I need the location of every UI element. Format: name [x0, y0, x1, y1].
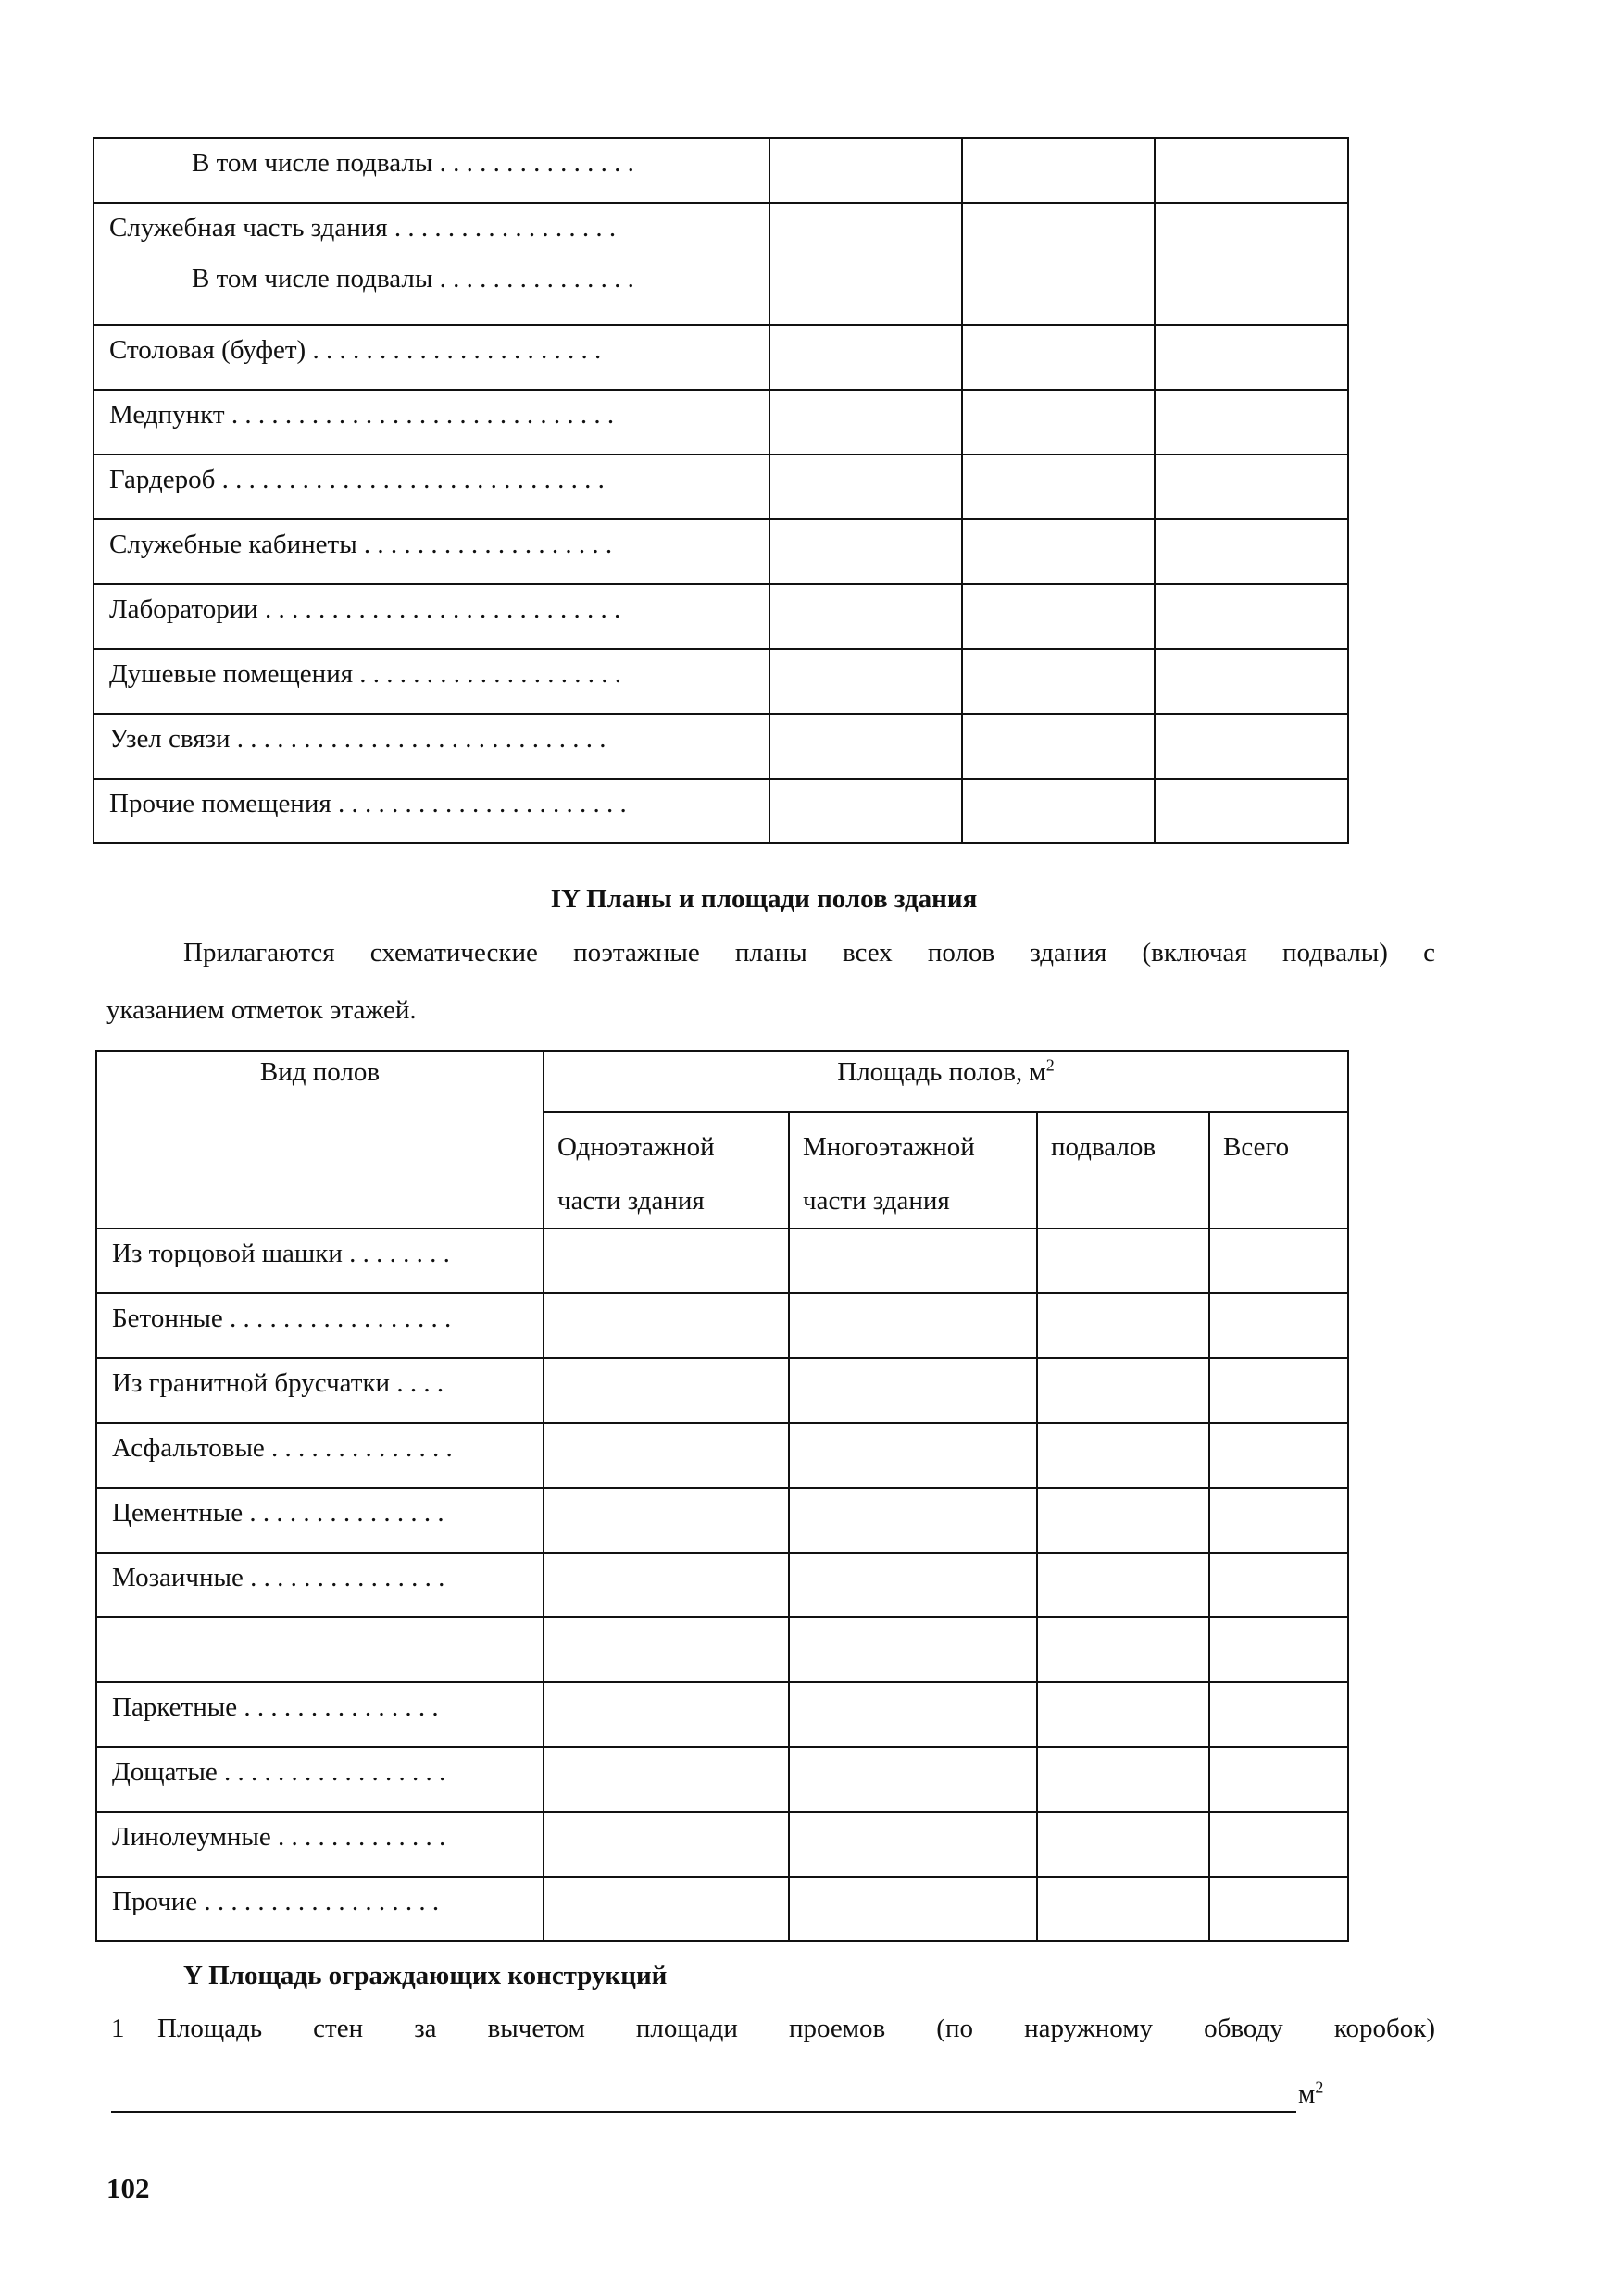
value-cell[interactable]	[789, 1423, 1037, 1488]
value-cell[interactable]	[962, 779, 1155, 843]
unit-text: м	[1298, 2079, 1316, 2109]
value-cell[interactable]	[1155, 519, 1348, 584]
subheader-line: Многоэтажной	[803, 1132, 975, 1162]
row-label-line1: Служебная часть здания . . . . . . . . . . . . . . . . .	[109, 213, 617, 243]
row-label: Асфальтовые . . . . . . . . . . . . . .	[96, 1423, 544, 1488]
table-row	[96, 1877, 1348, 1941]
value-cell[interactable]	[1209, 1747, 1348, 1812]
row-label: Медпункт . . . . . . . . . . . . . . . . . . . . . . . . . . . . .	[94, 390, 769, 455]
value-cell[interactable]	[1155, 714, 1348, 779]
superscript: 2	[1315, 2078, 1324, 2097]
answer-line[interactable]	[111, 2111, 1296, 2113]
value-cell[interactable]	[1037, 1682, 1209, 1747]
value-cell[interactable]	[789, 1488, 1037, 1553]
row-label: Узел связи . . . . . . . . . . . . . . . . . . . . . . . . . . . .	[94, 714, 769, 779]
item-text: Площадь стен за вычетом площади проемов (по наружному обводу коробок)	[157, 2014, 1435, 2043]
value-cell[interactable]	[1037, 1358, 1209, 1423]
value-cell[interactable]	[544, 1229, 789, 1293]
subheader-line: части здания	[803, 1186, 950, 1216]
row-label: Бетонные . . . . . . . . . . . . . . . . .	[96, 1293, 544, 1358]
section-4-paragraph-line1: Прилагаются схематические поэтажные планы всех полов здания (включая подвалы) с	[183, 938, 1435, 967]
value-cell[interactable]	[1209, 1358, 1348, 1423]
superscript: 2	[1045, 1055, 1055, 1075]
value-cell[interactable]	[962, 519, 1155, 584]
section-4-title: IY Планы и площади полов здания	[550, 884, 978, 914]
value-cell[interactable]	[789, 1358, 1037, 1423]
table-row	[94, 584, 1348, 649]
row-label: Паркетные . . . . . . . . . . . . . . .	[96, 1682, 544, 1747]
column-header-floor-type: Вид полов	[96, 1051, 544, 1229]
value-cell[interactable]	[789, 1747, 1037, 1812]
value-cell[interactable]	[1209, 1812, 1348, 1877]
row-label: В том числе подвалы . . . . . . . . . . . . . . .	[94, 138, 769, 203]
row-label: Дощатые . . . . . . . . . . . . . . . . .	[96, 1747, 544, 1812]
table-row	[96, 1747, 1348, 1812]
page-number: 102	[106, 2172, 150, 2204]
value-cell[interactable]	[789, 1812, 1037, 1877]
value-cell[interactable]	[1037, 1293, 1209, 1358]
unit-label	[1298, 2079, 1323, 2110]
value-cell[interactable]	[1155, 138, 1348, 203]
value-cell[interactable]	[544, 1682, 789, 1747]
value-cell[interactable]	[1037, 1229, 1209, 1293]
value-cell[interactable]	[962, 649, 1155, 714]
value-cell[interactable]	[544, 1553, 789, 1617]
row-label	[96, 1617, 544, 1682]
table-row	[96, 1293, 1348, 1358]
table-row	[96, 1812, 1348, 1877]
value-cell[interactable]	[962, 138, 1155, 203]
value-cell[interactable]	[544, 1423, 789, 1488]
value-cell[interactable]	[789, 1553, 1037, 1617]
value-cell[interactable]	[1209, 1488, 1348, 1553]
value-cell[interactable]	[1155, 203, 1348, 325]
value-cell[interactable]	[1037, 1812, 1209, 1877]
value-cell[interactable]	[962, 714, 1155, 779]
value-cell[interactable]	[1155, 390, 1348, 455]
table-row	[96, 1488, 1348, 1553]
value-cell[interactable]	[544, 1877, 789, 1941]
section-5-title: Y Площадь ограждающих конструкций	[183, 1961, 668, 1990]
value-cell[interactable]	[769, 203, 962, 325]
value-cell[interactable]	[1037, 1747, 1209, 1812]
table-header-row	[96, 1051, 1348, 1112]
value-cell[interactable]	[769, 779, 962, 843]
value-cell[interactable]	[1037, 1877, 1209, 1941]
row-label: Цементные . . . . . . . . . . . . . . .	[96, 1488, 544, 1553]
value-cell[interactable]	[962, 584, 1155, 649]
row-label: Из гранитной брусчатки . . . .	[96, 1358, 544, 1423]
table-row	[94, 455, 1348, 519]
subheader-line: подвалов	[1051, 1132, 1156, 1162]
value-cell[interactable]	[544, 1812, 789, 1877]
rooms-table	[93, 137, 1349, 844]
value-cell[interactable]	[544, 1747, 789, 1812]
table-row	[94, 325, 1348, 390]
subheader-line: Одноэтажной	[557, 1132, 715, 1162]
table-row	[94, 390, 1348, 455]
row-label: Столовая (буфет) . . . . . . . . . . . . . . . . . . . . . .	[94, 325, 769, 390]
value-cell[interactable]	[544, 1617, 789, 1682]
subheader-total	[1209, 1112, 1348, 1229]
row-label: Линолеумные . . . . . . . . . . . . .	[96, 1812, 544, 1877]
table-row	[94, 779, 1348, 843]
row-label: Прочие помещения . . . . . . . . . . . . . . . . . . . . . .	[94, 779, 769, 843]
value-cell[interactable]	[769, 138, 962, 203]
column-header-floor-area	[544, 1051, 1348, 1112]
value-cell[interactable]	[769, 390, 962, 455]
table-row	[96, 1358, 1348, 1423]
row-label: Душевые помещения . . . . . . . . . . . . . . . . . . . .	[94, 649, 769, 714]
table-row	[96, 1423, 1348, 1488]
value-cell[interactable]	[1037, 1423, 1209, 1488]
row-label-line2: В том числе подвалы . . . . . . . . . . . . . . .	[192, 264, 634, 293]
subheader-line: Всего	[1223, 1132, 1290, 1162]
value-cell[interactable]	[1155, 649, 1348, 714]
value-cell[interactable]	[544, 1293, 789, 1358]
table-row	[96, 1682, 1348, 1747]
value-cell[interactable]	[769, 714, 962, 779]
value-cell[interactable]	[1155, 779, 1348, 843]
subheader-line: части здания	[557, 1186, 705, 1216]
value-cell[interactable]	[769, 584, 962, 649]
value-cell[interactable]	[1037, 1617, 1209, 1682]
floor-areas-table	[95, 1050, 1349, 1942]
value-cell[interactable]	[544, 1358, 789, 1423]
subheader-single-storey	[544, 1112, 789, 1229]
row-label	[94, 203, 769, 325]
row-label: Мозаичные . . . . . . . . . . . . . . .	[96, 1553, 544, 1617]
value-cell[interactable]	[789, 1617, 1037, 1682]
row-label: Служебные кабинеты . . . . . . . . . . . . . . . . . . .	[94, 519, 769, 584]
value-cell[interactable]	[769, 455, 962, 519]
value-cell[interactable]	[1037, 1553, 1209, 1617]
value-cell[interactable]	[544, 1488, 789, 1553]
value-cell[interactable]	[1155, 325, 1348, 390]
row-label: Лаборатории . . . . . . . . . . . . . . . . . . . . . . . . . . .	[94, 584, 769, 649]
value-cell[interactable]	[789, 1229, 1037, 1293]
value-cell[interactable]	[1209, 1553, 1348, 1617]
table-row	[94, 138, 1348, 203]
table-row	[94, 714, 1348, 779]
table-row	[96, 1617, 1348, 1682]
table-row	[94, 649, 1348, 714]
row-label: Гардероб . . . . . . . . . . . . . . . . . . . . . . . . . . . . .	[94, 455, 769, 519]
value-cell[interactable]	[769, 649, 962, 714]
subheader-multi-storey	[789, 1112, 1037, 1229]
value-cell[interactable]	[1209, 1617, 1348, 1682]
item-number: 1	[111, 2014, 125, 2043]
row-label: Из торцовой шашки . . . . . . . .	[96, 1229, 544, 1293]
value-cell[interactable]	[1209, 1682, 1348, 1747]
table-row	[96, 1553, 1348, 1617]
value-cell[interactable]	[962, 390, 1155, 455]
table-row	[96, 1229, 1348, 1293]
value-cell[interactable]	[1209, 1877, 1348, 1941]
value-cell[interactable]	[1037, 1488, 1209, 1553]
value-cell[interactable]	[962, 455, 1155, 519]
table-row	[94, 519, 1348, 584]
row-label: Прочие . . . . . . . . . . . . . . . . . .	[96, 1877, 544, 1941]
subheader-basements	[1037, 1112, 1209, 1229]
value-cell[interactable]	[789, 1293, 1037, 1358]
section-4-paragraph-line2: указанием отметок этажей.	[106, 995, 417, 1025]
value-cell[interactable]	[1209, 1423, 1348, 1488]
column-header-floor-area-text: Площадь полов, м	[837, 1057, 1046, 1087]
value-cell[interactable]	[789, 1682, 1037, 1747]
value-cell[interactable]	[789, 1877, 1037, 1941]
value-cell[interactable]	[1155, 584, 1348, 649]
table-row	[94, 203, 1348, 325]
value-cell[interactable]	[962, 325, 1155, 390]
value-cell[interactable]	[1155, 455, 1348, 519]
value-cell[interactable]	[962, 203, 1155, 325]
value-cell[interactable]	[769, 325, 962, 390]
value-cell[interactable]	[769, 519, 962, 584]
value-cell[interactable]	[1209, 1293, 1348, 1358]
value-cell[interactable]	[1209, 1229, 1348, 1293]
